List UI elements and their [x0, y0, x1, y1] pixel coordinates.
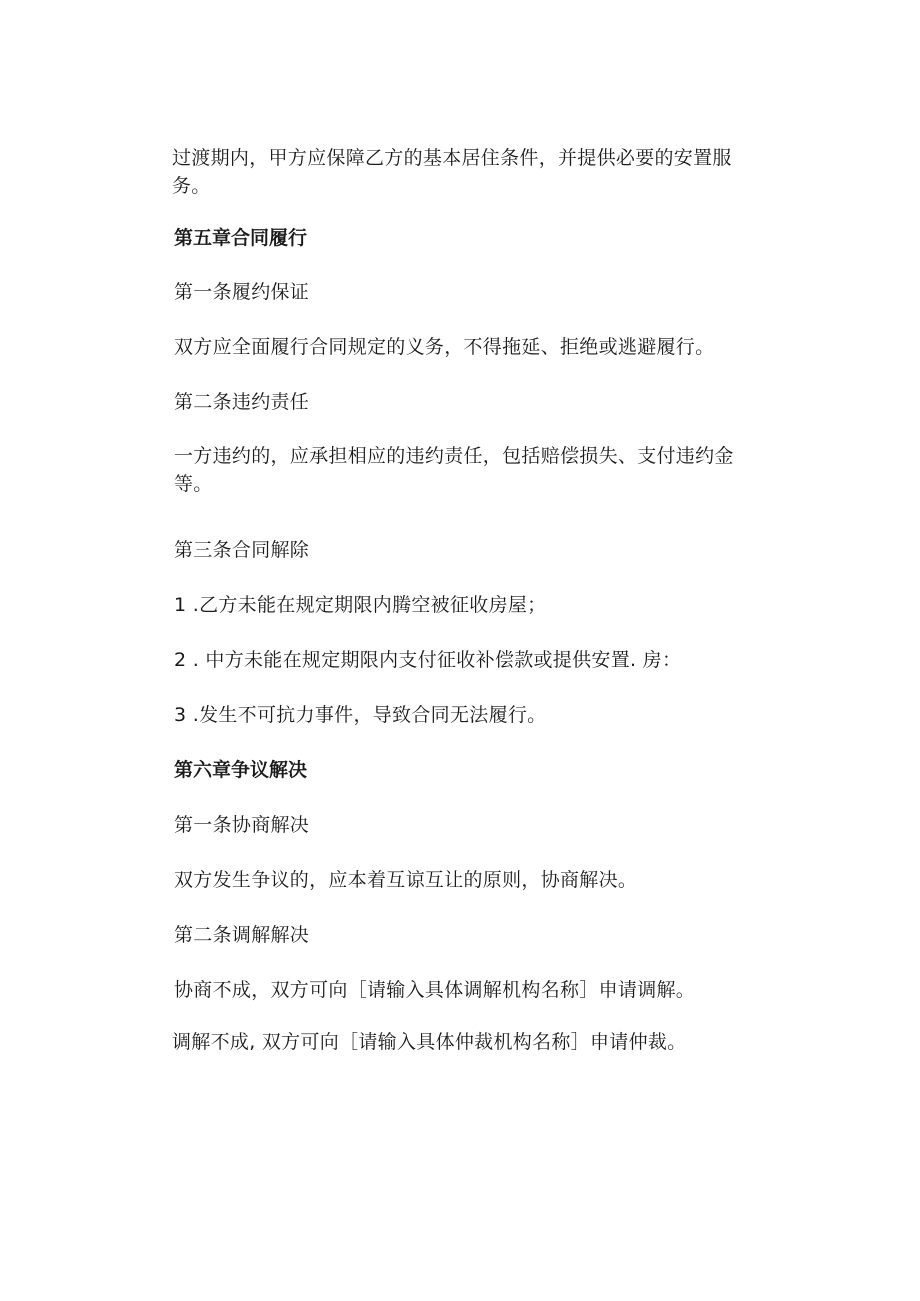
- paragraph-full-performance: 双方应全面履行合同规定的义务，不得拖延、拒绝或逃避履行。: [174, 336, 715, 358]
- article-title-negotiation: 第一条协商解决: [174, 814, 310, 836]
- article-title-contract-termination: 第三条合同解除: [174, 539, 310, 561]
- paragraph-mediation: 协商不成，双方可向［请输入具体调解机构名称］申请调解。: [174, 979, 696, 1001]
- list-item-termination-2: 2 . 中方未能在规定期限内支付征收补偿款或提供安置. 房：: [174, 649, 682, 671]
- paragraph-negotiation: 双方发生争议的，应本着互谅互让的原则，协商解决。: [174, 869, 638, 891]
- article-title-performance-guarantee: 第一条履约保证: [174, 281, 310, 303]
- list-item-termination-3: 3 .发生不可抗力事件，导致合同无法履行。: [174, 704, 547, 726]
- chapter-heading-contract-performance: 第五章合同履行: [174, 227, 308, 249]
- paragraph-breach-liability: 一方违约的，应承担相应的违约责任，包括赔偿损失、支付违约金等。: [174, 445, 734, 495]
- paragraph-arbitration: 调解不成, 双方可向［请输入具体仲裁机构名称］申请仲裁。: [172, 1031, 687, 1053]
- chapter-heading-dispute-resolution: 第六章争议解决: [174, 759, 308, 781]
- article-title-breach-liability: 第二条违约责任: [174, 391, 310, 413]
- article-title-mediation: 第二条调解解决: [174, 924, 310, 946]
- paragraph-transition-period: 过渡期内，甲方应保障乙方的基本居住条件，并提供必要的安置服务。: [172, 147, 732, 197]
- list-item-termination-1: 1 .乙方未能在规定期限内腾空被征收房屋；: [174, 594, 547, 616]
